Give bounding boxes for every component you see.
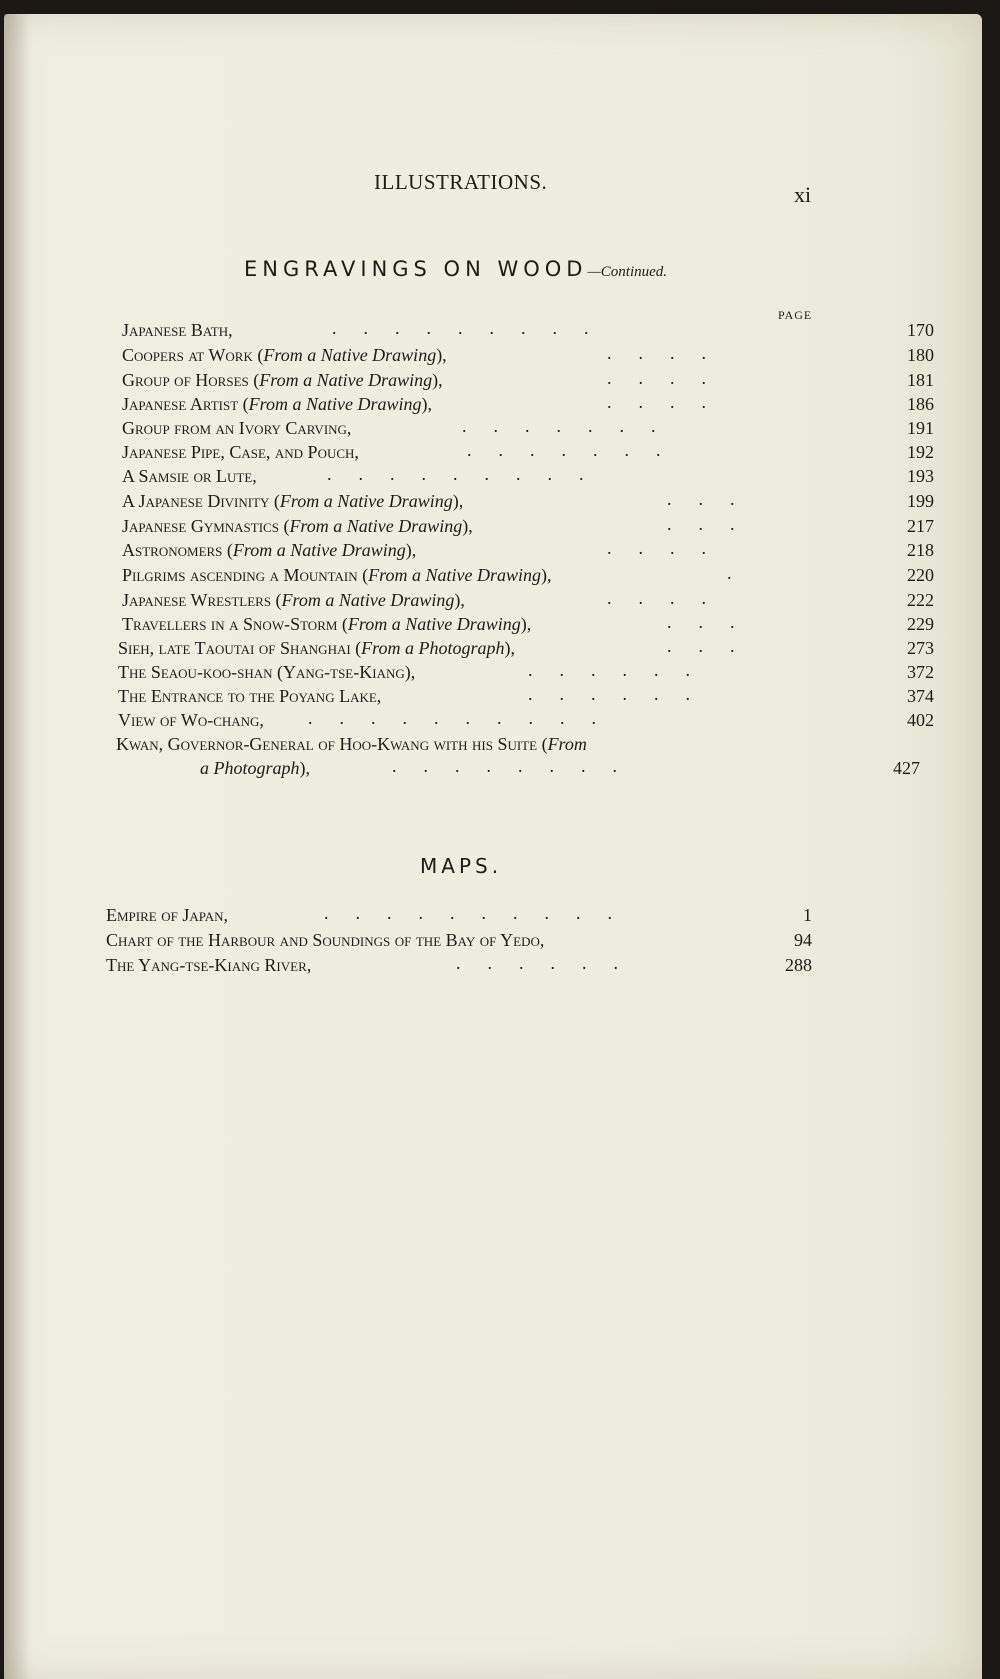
list-item (122, 588, 934, 614)
entry-title: The Seaou-koo-shan (Yang-tse-Kiang), (118, 662, 416, 682)
entry-title: Japanese Pipe, Case, and Pouch, (122, 442, 359, 462)
list-item (106, 930, 822, 954)
book-page (4, 14, 982, 1679)
entry-page: 181 (907, 370, 934, 390)
entry-title: Sieh, late Taoutai of Shanghai (From a Photograph), (118, 638, 516, 658)
list-item (122, 440, 934, 466)
leader-dots: . . . (667, 636, 735, 656)
entry-page: 427 (893, 758, 920, 778)
leader-dots: . . . . . . . . . (327, 464, 584, 484)
page-column-label: PAGE (778, 308, 813, 322)
entry-title: Group of Horses (From a Native Drawing), (122, 370, 443, 390)
entry-title: Japanese Bath, (122, 320, 233, 340)
entry-title: Empire of Japan, (106, 905, 229, 925)
leader-dots: . . . . . . . . . (332, 318, 589, 338)
list-item (122, 489, 934, 515)
engravings-title: ENGRAVINGS ON WOOD (244, 257, 588, 281)
list-item (118, 636, 934, 662)
list-item (122, 538, 934, 564)
entry-title: Astronomers (From a Native Drawing), (122, 540, 417, 560)
entry-title: Coopers at Work (From a Native Drawing), (122, 345, 447, 365)
leader-dots: . . . . (607, 392, 706, 412)
leader-dots: . . . . (607, 368, 706, 388)
entry-title: Kwan, Governor-General of Hoo-Kwang with his Suite (From (116, 734, 587, 754)
entry-title: Japanese Gymnastics (From a Native Drawing), (122, 516, 473, 536)
list-item (122, 318, 934, 344)
entry-title: A Japanese Divinity (From a Native Drawing), (122, 491, 464, 511)
list-item (118, 684, 934, 710)
entry-title: View of Wo-chang, (118, 710, 264, 730)
entry-page: 220 (907, 565, 934, 585)
engravings-continued: —Continued. (587, 264, 668, 280)
leader-dots: . . . . . . . . . . (308, 708, 596, 728)
engravings-heading (244, 257, 667, 281)
entry-page: 217 (907, 516, 934, 536)
entry-page: 372 (907, 662, 934, 682)
list-item (116, 756, 920, 782)
page-folio: xi (794, 182, 812, 207)
leader-dots: . . . . (607, 588, 706, 608)
entry-page: 229 (907, 614, 934, 634)
entry-page: 193 (907, 466, 934, 486)
entry-page: 218 (907, 540, 934, 560)
leader-dots: . . . . (607, 343, 706, 363)
entry-title: Travellers in a Snow-Storm (From a Native Drawing), (122, 614, 532, 634)
entry-title: Group from an Ivory Carving, (122, 418, 352, 438)
entry-page: 199 (907, 491, 934, 511)
list-item (122, 563, 934, 589)
entry-page: 288 (785, 955, 812, 975)
entry-page: 374 (907, 686, 934, 706)
leader-dots: . . . (667, 489, 735, 509)
list-item (122, 416, 934, 442)
entry-page: 180 (907, 345, 934, 365)
list-item (122, 343, 934, 369)
list-item (122, 612, 934, 638)
list-item (122, 392, 934, 418)
list-item (122, 464, 934, 490)
leader-dots: . . . . . . . (462, 416, 656, 436)
maps-heading: MAPS. (420, 854, 503, 878)
leader-dots: . . . . . . (528, 684, 690, 704)
page-gutter-shadow (4, 14, 30, 1679)
leader-dots: . . . . . . . . (392, 756, 617, 776)
entry-title: The Yang-tse-Kiang River, (106, 955, 312, 975)
list-item (116, 734, 826, 758)
list-item (106, 905, 822, 929)
entry-title: a Photograph), (200, 758, 311, 778)
entry-title: Japanese Artist (From a Native Drawing), (122, 394, 432, 414)
entry-page: 192 (907, 442, 934, 462)
entry-page: 402 (907, 710, 934, 730)
entry-page: 191 (907, 418, 934, 438)
entry-page: 94 (794, 930, 812, 950)
leader-dots: . . . (667, 612, 735, 632)
list-item (122, 514, 934, 540)
entry-title: The Entrance to the Poyang Lake, (118, 686, 382, 706)
entry-page: 222 (907, 590, 934, 610)
entry-title: A Samsie or Lute, (122, 466, 257, 486)
list-item (106, 955, 822, 979)
running-title: ILLUSTRATIONS. (374, 170, 548, 194)
entry-page: 1 (803, 905, 812, 925)
list-item (122, 368, 934, 394)
leader-dots: . . . . . . (528, 660, 690, 680)
leader-dots: . . . . (607, 538, 706, 558)
leader-dots: . . . . . . (456, 953, 618, 973)
list-item (118, 708, 934, 734)
entry-page: 186 (907, 394, 934, 414)
entry-page: 273 (907, 638, 934, 658)
entry-page: 170 (907, 320, 934, 340)
entry-title: Chart of the Harbour and Soundings of the Bay of Yedo, (106, 930, 545, 950)
leader-dots: . . . . . . . . . . (324, 903, 612, 923)
leader-dots: . . . (667, 514, 735, 534)
leader-dots: . (727, 563, 732, 583)
list-item (118, 660, 934, 686)
entry-title: Japanese Wrestlers (From a Native Drawing), (122, 590, 465, 610)
leader-dots: . . . . . . . (467, 440, 661, 460)
entry-title: Pilgrims ascending a Mountain (From a Native Drawing), (122, 565, 552, 585)
